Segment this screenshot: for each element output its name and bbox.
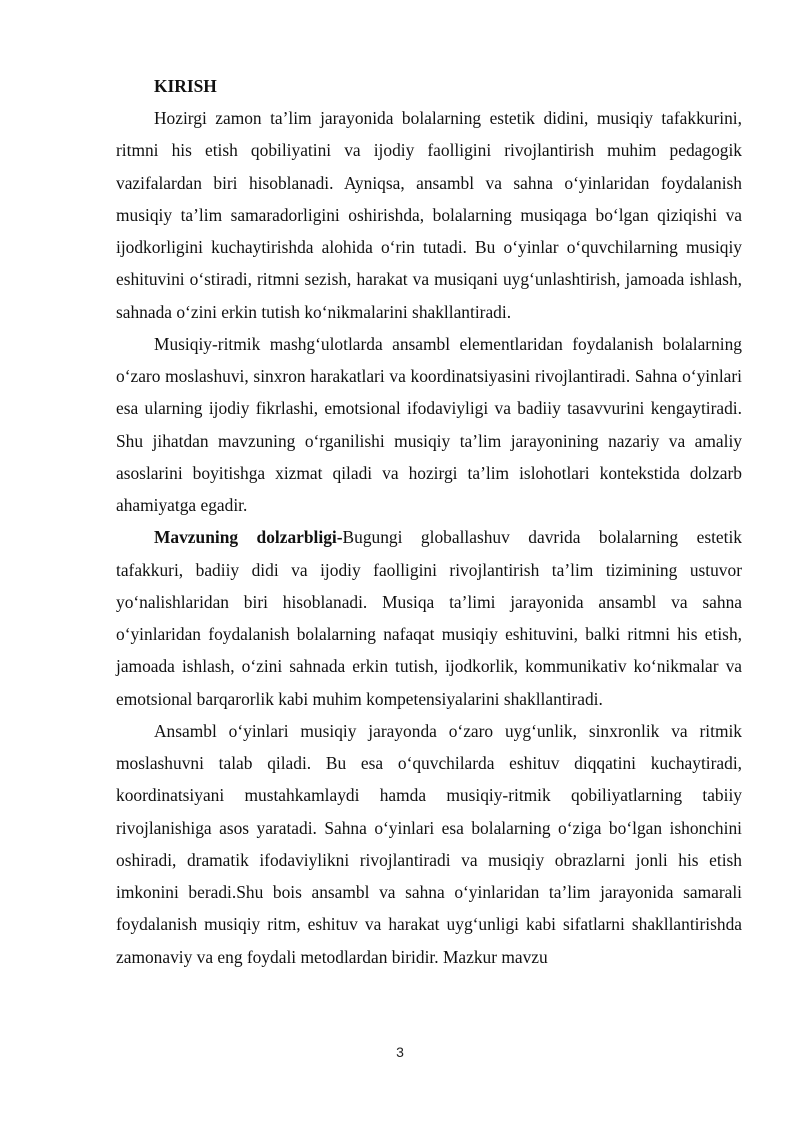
document-page: [116, 70, 742, 973]
paragraph-text: Bugungi globallashuv davrida bolalarning estetik tafakkuri, badiiy didi va ijodiy faolligini rivojlantirish ta’lim tizimining ustuvor yo‘nalishlaridan biri hisoblanadi. Musiqa ta’limi jarayonida ansambl va sahna o‘yinlaridan foydalanish bolalarning nafaqat musiqiy eshituvini, balki ritmni his etish, jamoada ishlash, o‘zini sahnada erkin tutish, ijodkorlik, kommunikativ ko‘nikmalar va emotsional barqarorlik kabi muhim kompetensiyalarini shakllantiradi.: [116, 527, 742, 709]
paragraph-text: Ansambl o‘yinlari musiqiy jarayonda o‘zaro uyg‘unlik, sinxronlik va ritmik moslashuvni talab qiladi. Bu esa o‘quvchilarda eshituv diqqatini kuchaytiradi, koordinatsiyani mustahkamlaydi hamda musiqiy-ritmik qobiliyatlarning tabiiy rivojlanishiga asos yaratadi. Sahna o‘yinlari esa bolalarning o‘ziga bo‘lgan ishonchini oshiradi, dramatik ifodaviylikni rivojlantiradi va musiqiy obrazlarni jonli his etish imkonini beradi.Shu bois ansambl va sahna o‘yinlaridan ta’lim jarayonida samarali foydalanish musiqiy ritm, eshituv va harakat uyg‘unligi kabi sifatlarni shakllantirishda zamonaviy va eng foydali metodlardan biridir. Mazkur mavzu: [116, 720, 742, 967]
paragraph-relevance: [116, 521, 742, 715]
page-number: 3: [396, 1044, 404, 1060]
paragraph-intro: [116, 102, 742, 328]
paragraph-ensemble-elements: [116, 328, 742, 522]
paragraph-text: Musiqiy-ritmik mashg‘ulotlarda ansambl elementlaridan foydalanish bolalarning o‘zaro moslashuvi, sinxron harakatlari va koordinatsiyasini rivojlantiradi. Sahna o‘yinlari esa ularning ijodiy fikrlashi, emotsional ifodaviyligi va badiiy tasavvurini kengaytiradi. Shu jihatdan mavzuning o‘rganilishi musiqiy ta’lim jarayonining nazariy va amaliy asoslarini boyitishga xizmat qiladi va hozirgi ta’lim islohotlari kontekstida dolzarb ahamiyatga egadir.: [116, 333, 742, 515]
paragraph-lead: Mavzuning dolzarbligi-: [154, 527, 343, 548]
paragraph-text: Hozirgi zamon ta’lim jarayonida bolalarning estetik didini, musiqiy tafakkurini, ritmni his etish qobiliyatini va ijodiy faolligini rivojlantirish muhim pedagogik vazifalardan biri hisoblanadi. Ayniqsa, ansambl va sahna o‘yinlaridan foydalanish musiqiy ta’lim samaradorligini oshirishda, bolalarning musiqaga bo‘lgan qiziqishi va ijodkorligini kuchaytirishda alohida o‘rin tutadi. Bu o‘yinlar o‘quvchilarning musiqiy eshituvini o‘stiradi, ritmni sezish, harakat va musiqani uyg‘unlashtirish, jamoada ishlash, sahnada o‘zini erkin tutish ko‘nikmalarini shakllantiradi.: [116, 108, 742, 322]
paragraph-ensemble-games: [116, 715, 742, 973]
section-heading: KIRISH: [154, 76, 217, 96]
